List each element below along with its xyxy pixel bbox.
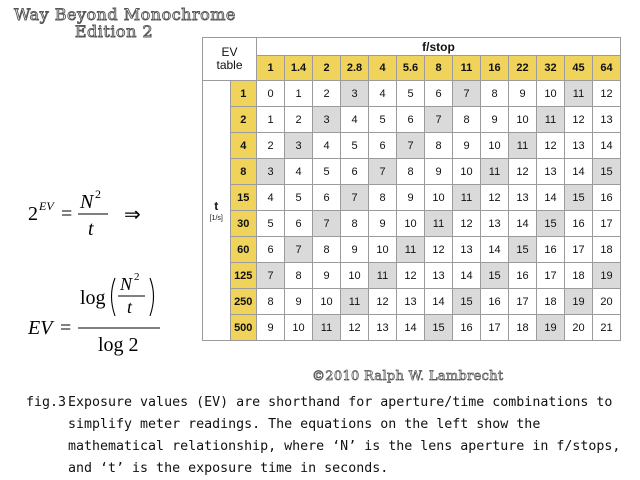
ev-cell: 9 <box>369 211 397 237</box>
time-row-header: 30 <box>230 211 257 237</box>
fstop-col-header: 32 <box>537 56 565 81</box>
ev-cell: 11 <box>397 237 425 263</box>
ev-cell: 13 <box>537 159 565 185</box>
ev-cell: 11 <box>453 185 481 211</box>
ev-cell: 10 <box>453 159 481 185</box>
ev-cell: 12 <box>509 159 537 185</box>
ev-cell: 14 <box>565 159 593 185</box>
ev-cell: 14 <box>481 237 509 263</box>
ev-cell: 10 <box>509 107 537 133</box>
table-row <box>203 263 621 289</box>
figure-caption <box>26 392 626 480</box>
ev-cell: 16 <box>509 263 537 289</box>
ev-cell: 9 <box>313 263 341 289</box>
table-row <box>203 289 621 315</box>
ev-cell: 9 <box>341 237 369 263</box>
ev-cell: 12 <box>369 289 397 315</box>
fstop-col-header: 2.8 <box>341 56 369 81</box>
ev-cell: 5 <box>397 81 425 107</box>
ev-cell: 9 <box>453 133 481 159</box>
time-axis-label <box>203 81 231 341</box>
time-row-header: 15 <box>230 185 257 211</box>
corner-ev: EV <box>221 45 238 59</box>
f2-lhs: EV <box>28 317 53 339</box>
ev-cell: 14 <box>537 185 565 211</box>
f1-numerator: N <box>80 191 94 213</box>
ev-cell: 6 <box>257 237 285 263</box>
ev-cell: 17 <box>509 289 537 315</box>
caption-text: Exposure values (EV) are shorthand for aperture/time combinations to simplify meter readings. The equations on the left show the mathematical relationship, where ‘N’ is the lens aperture in f/stops, and ‘t’ is the exposure time in seconds. <box>68 395 621 476</box>
time-row-header: 250 <box>230 289 257 315</box>
ev-cell: 7 <box>341 185 369 211</box>
time-row-header: 2 <box>230 107 257 133</box>
ev-cell: 12 <box>453 211 481 237</box>
ev-cell: 5 <box>369 107 397 133</box>
ev-cell: 1 <box>257 107 285 133</box>
copyright: ©2010 Ralph W. Lambrecht <box>312 369 504 384</box>
ev-cell: 14 <box>593 133 621 159</box>
fstop-col-header: 1 <box>257 56 285 81</box>
book-title <box>14 5 236 41</box>
ev-cell: 20 <box>593 289 621 315</box>
ev-cell: 11 <box>425 211 453 237</box>
fstop-col-header: 45 <box>565 56 593 81</box>
ev-cell: 0 <box>257 81 285 107</box>
ev-cell: 6 <box>369 133 397 159</box>
f1-equals: = <box>61 203 73 225</box>
ev-cell: 7 <box>397 133 425 159</box>
ev-cell: 8 <box>481 81 509 107</box>
ev-cell: 19 <box>537 315 565 341</box>
ev-cell: 16 <box>593 185 621 211</box>
time-label: t <box>214 199 219 213</box>
book-title-line1: Way Beyond Monochrome <box>14 5 236 24</box>
ev-cell: 5 <box>257 211 285 237</box>
ev-cell: 7 <box>285 237 313 263</box>
f1-exponent: EV <box>39 199 54 213</box>
ev-cell: 8 <box>397 159 425 185</box>
ev-cell: 10 <box>397 211 425 237</box>
fstop-col-header: 64 <box>593 56 621 81</box>
ev-cell: 10 <box>341 263 369 289</box>
ev-cell: 3 <box>257 159 285 185</box>
ev-cell: 16 <box>481 289 509 315</box>
fstop-header: f/stop <box>257 38 621 56</box>
f2-inner-denominator: t <box>127 297 133 317</box>
ev-cell: 8 <box>453 107 481 133</box>
ev-cell: 11 <box>509 133 537 159</box>
ev-cell: 3 <box>341 81 369 107</box>
ev-cell: 12 <box>593 81 621 107</box>
ev-cell: 6 <box>313 185 341 211</box>
ev-cell: 12 <box>537 133 565 159</box>
ev-cell: 15 <box>481 263 509 289</box>
ev-cell: 7 <box>453 81 481 107</box>
ev-cell: 12 <box>565 107 593 133</box>
ev-cell: 5 <box>313 159 341 185</box>
ev-cell: 12 <box>397 263 425 289</box>
ev-cell: 15 <box>565 185 593 211</box>
ev-cell: 12 <box>341 315 369 341</box>
ev-table-corner <box>203 38 257 81</box>
ev-cell: 7 <box>257 263 285 289</box>
ev-cell: 17 <box>481 315 509 341</box>
f2-denominator: log 2 <box>98 334 139 356</box>
fstop-col-header: 5.6 <box>397 56 425 81</box>
fstop-col-header: 11 <box>453 56 481 81</box>
ev-cell: 10 <box>285 315 313 341</box>
ev-cell: 14 <box>453 263 481 289</box>
ev-cell: 5 <box>341 133 369 159</box>
figure-number: fig.3 <box>26 395 67 410</box>
ev-cell: 13 <box>453 237 481 263</box>
ev-cell: 14 <box>397 315 425 341</box>
ev-cell: 13 <box>565 133 593 159</box>
ev-cell: 17 <box>593 211 621 237</box>
table-row <box>203 237 621 263</box>
ev-cell: 13 <box>509 185 537 211</box>
ev-cell: 16 <box>453 315 481 341</box>
ev-cell: 19 <box>593 263 621 289</box>
ev-cell: 10 <box>537 81 565 107</box>
table-row <box>203 81 621 107</box>
ev-cell: 17 <box>565 237 593 263</box>
ev-cell: 2 <box>257 133 285 159</box>
ev-cell: 9 <box>257 315 285 341</box>
time-row-header: 1 <box>230 81 257 107</box>
ev-cell: 10 <box>313 289 341 315</box>
ev-cell: 9 <box>509 81 537 107</box>
ev-cell: 8 <box>425 133 453 159</box>
ev-cell: 16 <box>565 211 593 237</box>
ev-cell: 8 <box>369 185 397 211</box>
f2-numerator-exponent: 2 <box>134 271 140 283</box>
ev-cell: 21 <box>593 315 621 341</box>
f1-denominator: t <box>88 218 94 240</box>
ev-cell: 4 <box>341 107 369 133</box>
time-row-header: 4 <box>230 133 257 159</box>
ev-table-body <box>203 81 621 341</box>
ev-cell: 6 <box>285 211 313 237</box>
ev-cell: 12 <box>425 237 453 263</box>
ev-cell: 16 <box>537 237 565 263</box>
ev-cell: 18 <box>565 263 593 289</box>
ev-cell: 15 <box>453 289 481 315</box>
ev-cell: 8 <box>341 211 369 237</box>
ev-cell: 11 <box>313 315 341 341</box>
ev-cell: 5 <box>285 185 313 211</box>
ev-cell: 10 <box>425 185 453 211</box>
ev-cell: 14 <box>509 211 537 237</box>
ev-cell: 13 <box>481 211 509 237</box>
table-row <box>203 107 621 133</box>
ev-cell: 11 <box>369 263 397 289</box>
ev-cell: 18 <box>537 289 565 315</box>
ev-cell: 6 <box>397 107 425 133</box>
ev-cell: 13 <box>425 263 453 289</box>
ev-cell: 19 <box>565 289 593 315</box>
table-row <box>203 133 621 159</box>
ev-cell: 15 <box>509 237 537 263</box>
ev-cell: 4 <box>313 133 341 159</box>
ev-cell: 11 <box>565 81 593 107</box>
ev-cell: 4 <box>369 81 397 107</box>
ev-cell: 7 <box>313 211 341 237</box>
corner-table: table <box>216 58 243 72</box>
formula-logarithmic <box>28 268 178 358</box>
ev-table <box>202 37 621 341</box>
time-row-header: 60 <box>230 237 257 263</box>
table-row <box>203 159 621 185</box>
time-unit: [1/s] <box>209 215 223 222</box>
implies-arrow: ⇒ <box>124 204 141 226</box>
table-row <box>203 315 621 341</box>
fstop-col-header: 2 <box>313 56 341 81</box>
ev-cell: 7 <box>425 107 453 133</box>
ev-cell: 8 <box>313 237 341 263</box>
table-row <box>203 185 621 211</box>
f1-base: 2 <box>28 203 38 225</box>
fstop-col-header: 16 <box>481 56 509 81</box>
formula-exponential <box>28 186 168 242</box>
ev-cell: 17 <box>537 263 565 289</box>
fstop-col-header: 4 <box>369 56 397 81</box>
ev-cell: 14 <box>425 289 453 315</box>
ev-cell: 4 <box>257 185 285 211</box>
ev-cell: 9 <box>481 107 509 133</box>
ev-cell: 9 <box>397 185 425 211</box>
f2-numerator: N <box>120 274 133 294</box>
table-row <box>203 211 621 237</box>
ev-cell: 9 <box>285 289 313 315</box>
ev-cell: 6 <box>341 159 369 185</box>
book-edition: Edition 2 <box>74 22 154 41</box>
fstop-col-header: 1.4 <box>285 56 313 81</box>
ev-cell: 1 <box>285 81 313 107</box>
f2-right-paren <box>150 278 154 316</box>
ev-cell: 13 <box>397 289 425 315</box>
ev-cell: 18 <box>509 315 537 341</box>
ev-cell: 13 <box>593 107 621 133</box>
ev-cell: 11 <box>537 107 565 133</box>
ev-cell: 2 <box>313 81 341 107</box>
ev-cell: 11 <box>481 159 509 185</box>
ev-cell: 10 <box>481 133 509 159</box>
fstop-col-header: 22 <box>509 56 537 81</box>
ev-cell: 9 <box>425 159 453 185</box>
ev-cell: 15 <box>537 211 565 237</box>
time-row-header: 125 <box>230 263 257 289</box>
ev-cell: 13 <box>369 315 397 341</box>
time-row-header: 500 <box>230 315 257 341</box>
ev-cell: 3 <box>285 133 313 159</box>
ev-cell: 4 <box>285 159 313 185</box>
ev-cell: 8 <box>285 263 313 289</box>
fstop-col-header: 8 <box>425 56 453 81</box>
ev-cell: 3 <box>313 107 341 133</box>
f2-left-paren <box>112 278 116 316</box>
ev-cell: 8 <box>257 289 285 315</box>
ev-cell: 6 <box>425 81 453 107</box>
f1-numerator-exponent: 2 <box>95 187 101 201</box>
ev-cell: 20 <box>565 315 593 341</box>
time-row-header: 8 <box>230 159 257 185</box>
f2-equals: = <box>60 317 72 339</box>
ev-cell: 11 <box>341 289 369 315</box>
ev-cell: 12 <box>481 185 509 211</box>
ev-cell: 7 <box>369 159 397 185</box>
ev-cell: 18 <box>593 237 621 263</box>
f2-log: log <box>80 287 106 309</box>
ev-cell: 10 <box>369 237 397 263</box>
fstop-row <box>203 56 621 81</box>
ev-cell: 15 <box>593 159 621 185</box>
ev-cell: 15 <box>425 315 453 341</box>
ev-cell: 2 <box>285 107 313 133</box>
